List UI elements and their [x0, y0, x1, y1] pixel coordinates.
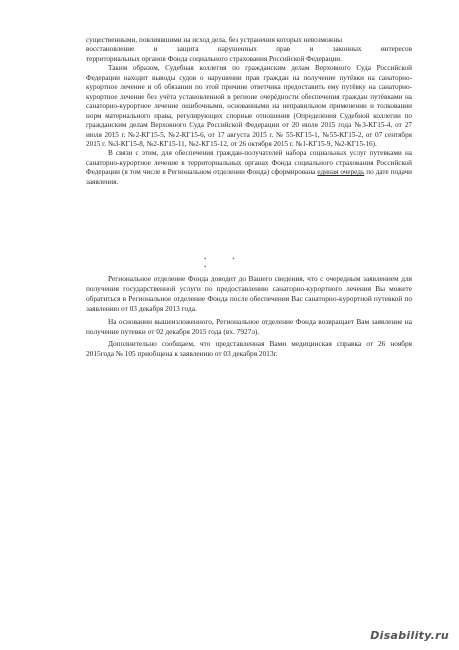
letter-body: [86, 274, 412, 359]
quote-line-1: существенными, повлиявшими на исход дела, без устранения которых невозможны: [86, 36, 343, 44]
site-watermark: Disability.ru: [370, 629, 449, 642]
separator-dots: • • •: [204, 255, 247, 271]
quote-line-3: территориальных органов Фонда социального страхования Российской Федерации.: [86, 54, 342, 63]
quote-paragraph-3-text-b: по дате подачи заявления.: [86, 168, 413, 186]
single-queue-underlined: единая очередь: [317, 168, 365, 177]
quote-paragraph-2: Таким образом, Судебная коллегия по гражданским делам Верховного Суда Российской Федерации находит выводы судов о нарушении прав граждан на получение путёвки на санаторно-курортное лечение и об обязании по этой причине ответчика предоставить ему путёвку на санаторно-курортное лечение без учёта установленной в регионе очерёдности обеспечения граждан путёвками на санаторно-курортное лечение ошибочными, основанными на неправильном применении и толковании норм материального права, регулирующих спорные отношения (Определения Судебной коллегии по гражданским делам Верховного Суда Российской Федерации от 20 июля 2015 года №3-КГ15-4, от 27 июля 2015 г. №2-КГ15-5, №2-КГ15-6, от 17 августа 2015 г. № 55-КГ15-1, №55-КГ15-2, от 07 сентября 2015 г. №3-КГ15-8, №2-КГ15-11, №2-КГ15-12, от 26 октября 2015 г. №1-КГ15-9, №2-КГ15-16).: [86, 64, 412, 148]
body-paragraph-2: На основании вышеизложенного, Региональное отделение Фонда возвращает Вам заявление на получение путевки от 02 декабря 2015 года (вх. 7927л).: [86, 316, 412, 336]
quoted-court-excerpt: [86, 36, 412, 187]
body-paragraph-1: Региональное отделение Фонда доводит до Вашего сведения, что с очередным заявлением для получения государственной услуги по предоставлению санаторно-курортного лечения Вы можете обратиться в Региональное отделение Фонда после обеспечения Вас санаторно-курортной путевкой по заявлению от 03 декабря 2013 года.: [86, 274, 412, 313]
body-paragraph-3: Дополнительно сообщаем, что представленная Вами медицинская справка от 26 ноября 2015года № 105 приобщена к заявлению от 03 декабря 2013г.: [86, 339, 412, 359]
quote-paragraph-3: [86, 149, 412, 187]
quote-line-2: восстановление и защита нарушенных прав и законных интересов: [86, 45, 412, 54]
quote-paragraph-3-text-a: В связи с этим, для обеспечения граждан-получателей набора социальных услуг путевками на санаторно-курортное лечение в территориальных органах Фонда социального страхования Российской Федерации (в том числе в Региональном отделении Фонда) сформирована: [86, 149, 412, 177]
